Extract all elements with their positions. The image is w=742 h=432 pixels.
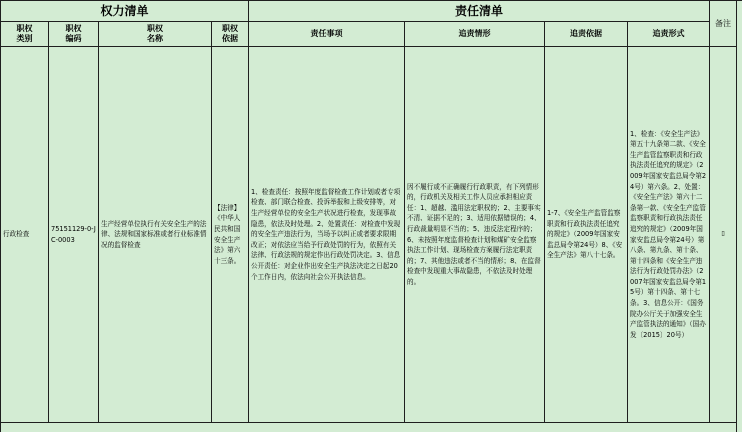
power-basis-header-text: 职权依据 <box>222 24 238 43</box>
power-code-cell[interactable] <box>49 47 99 423</box>
power-basis-header <box>212 22 249 47</box>
power-code-header <box>49 22 99 47</box>
cell-marker-icon: ▯ <box>721 230 725 238</box>
power-list-header-text: 权力清单 <box>100 4 149 18</box>
responsibility-items-header <box>249 22 405 47</box>
responsibility-items-text: 1、检查责任：按照年度监督检查工作计划或者专项检查、部门联合检查、投诉举报和上级安排等，对生产经营单位的安全生产状况进行检查，发现事故隐患，依法及时处理。2、处置责任：对检查中发现的安全生产违法行为，当场予以纠正或者要求限期改正；对依法应当给予行政处罚的行为，依照有关法律、行政法规的规定作出行政处罚决定。3、信息公开责任：对企业作出安全生产执法决定之日起20个工作日内，依法向社会公开执法信息。 <box>251 187 401 281</box>
accountability-basis-cell[interactable] <box>545 47 628 423</box>
accountability-basis-header <box>545 22 628 47</box>
power-code-header-text: 职权编码 <box>65 24 82 43</box>
power-name-header-text: 职权名称 <box>147 24 163 43</box>
power-category-header <box>0 22 49 47</box>
power-code-text: 75151129-0-JC-0003 <box>51 224 96 244</box>
power-category-text: 行政检查 <box>3 230 30 239</box>
accountability-basis-text: 1-7、《安全生产监管监察职责和行政执法责任追究的规定》（2009年国家安监总局令第24号）8、《安全生产法》第八十七条。 <box>547 209 623 260</box>
accountability-situations-cell[interactable] <box>405 47 545 423</box>
power-category-header-text: 职权类别 <box>16 24 33 43</box>
power-category-cell[interactable] <box>0 47 49 423</box>
accountability-basis-header-text: 追责依据 <box>570 29 602 38</box>
responsibility-items-cell[interactable] <box>249 47 405 423</box>
accountability-situations-header-text: 追责情形 <box>458 29 491 38</box>
power-name-cell[interactable] <box>99 47 212 423</box>
power-name-header <box>99 22 212 47</box>
remarks-header-text: 备注 <box>715 18 731 28</box>
responsibility-list-header-text: 责任清单 <box>454 4 503 18</box>
power-basis-cell[interactable] <box>212 47 249 423</box>
accountability-forms-text: 1、检查：《安全生产法》第五十九条第二款、《安全生产监管监察职责和行政执法责任追究的规定》（2009年国家安监总局令第24号）第六条。2、处置：《安全生产法》第六十二条第一款、《安全生产监管监察职责和行政执法责任追究的规定》（2009年国家安监总局令第24号）第八条、第九条、第十条、第十四条和《安全生产违法行为行政处罚办法》（2007年国家安监总局令第15号）第十四条、第十七条。3、信息公开：《国务院办公厅关于加强安全生产监管执法的通知》（国办发〔2015〕20号） <box>630 129 707 339</box>
accountability-situations-header <box>405 22 545 47</box>
accountability-forms-header-text: 追责形式 <box>652 29 685 38</box>
remarks-header <box>710 0 737 47</box>
accountability-situations-text: 因不履行或不正确履行行政职责，有下列情形的，行政机关及相关工作人员应承担相应责任：1、超越、滥用法定职权的；2、主要事实不清、证据不足的；3、适用依据错误的；4、行政裁量明显不当的；5、违反法定程序的；6、未按照年度监督检查计划和煤矿安全监察执法工作计划、现场检查方案履行法定职责的；7、其他违法或者不当的情形；8、在监督检查中发现重大事故隐患，不依法及时处理的。 <box>407 182 541 286</box>
blank-row <box>0 423 737 432</box>
accountability-forms-header <box>628 22 710 47</box>
power-name-text: 生产经营单位执行有关安全生产的法律、法规和国家标准或者行业标准情况的监督检查 <box>101 219 207 249</box>
responsibility-items-header-text: 责任事项 <box>310 29 343 38</box>
power-basis-text: 【法律】《中华人民共和国安全生产法》第六十三条。 <box>214 203 241 265</box>
power-list-header <box>0 0 249 22</box>
responsibility-list-header <box>249 0 710 22</box>
remarks-cell[interactable] <box>710 47 737 423</box>
extra-column <box>737 0 742 432</box>
accountability-forms-cell[interactable] <box>628 47 710 423</box>
